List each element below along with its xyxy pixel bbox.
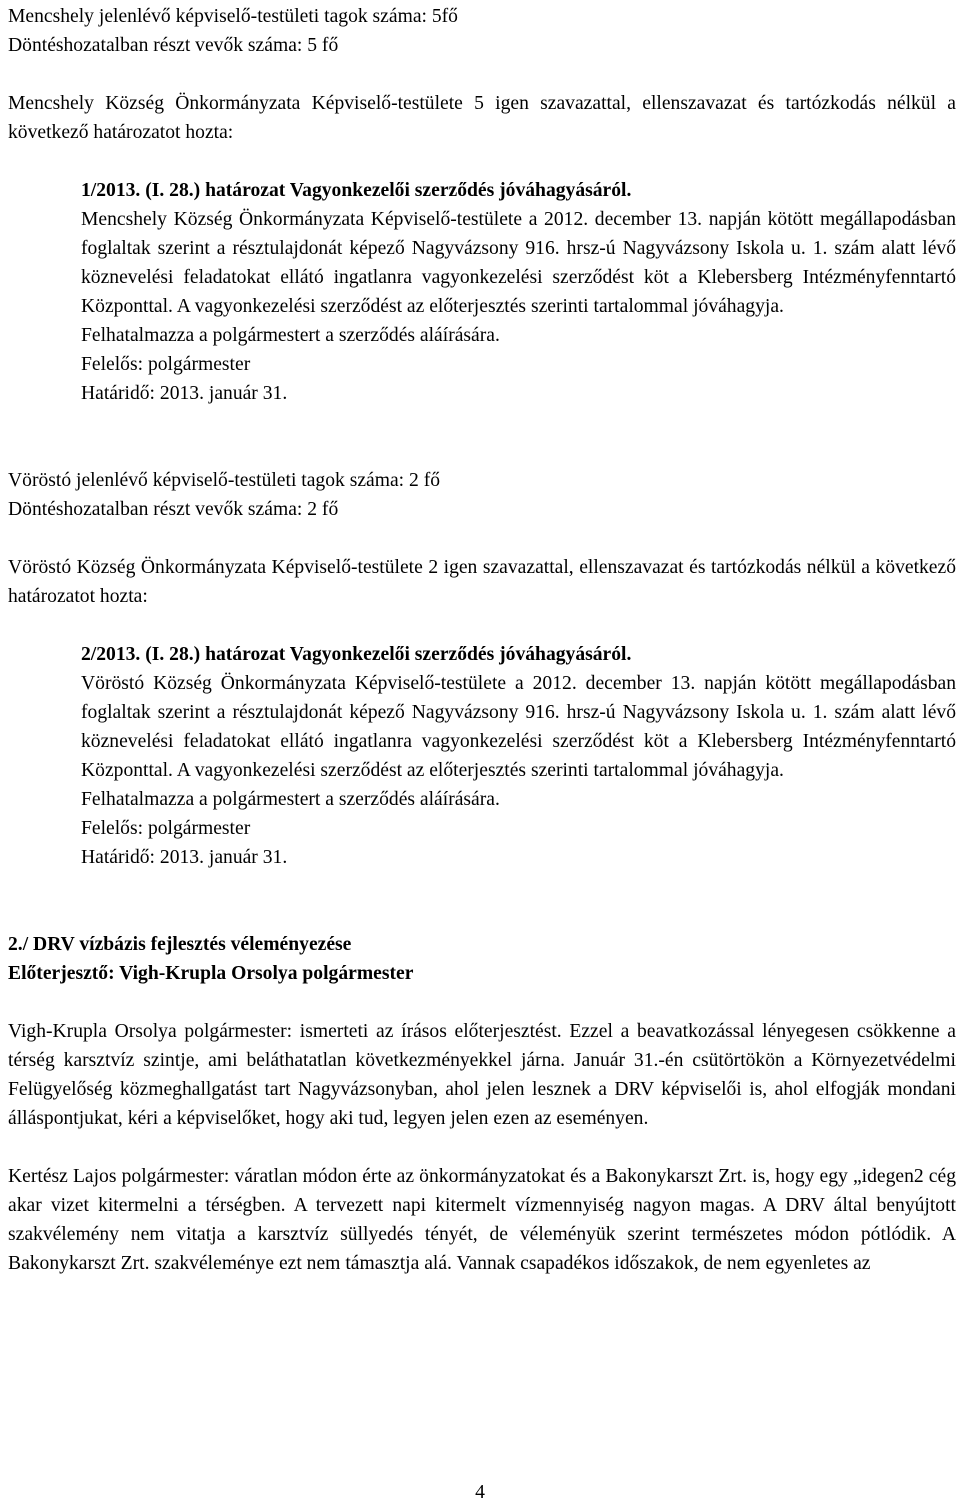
present-members-count: Vöröstó jelenlévő képviselő-testületi tagok száma: 2 fő: [8, 470, 441, 491]
resolution-deadline: Határidő: 2013. január 31.: [81, 383, 288, 404]
resolution-responsible: Felelős: polgármester: [81, 354, 251, 375]
agenda-item-heading: 2./ DRV vízbázis fejlesztés véleményezése: [8, 934, 352, 955]
resolution-deadline: Határidő: 2013. január 31.: [81, 847, 288, 868]
resolution-title: 2/2013. (I. 28.) határozat Vagyonkezelői szerződés jóváhagyásáról.: [81, 644, 632, 665]
resolution-authorization: Felhatalmazza a polgármestert a szerződés aláírására.: [81, 789, 500, 810]
agenda-item-presenter: Előterjesztő: Vigh-Krupla Orsolya polgármester: [8, 963, 414, 984]
voting-members-count: Döntéshozatalban részt vevők száma: 5 fő: [8, 35, 339, 56]
speaker-paragraph: Kertész Lajos polgármester: váratlan módon érte az önkormányzatokat és a Bakonykarszt Zrt. is, hogy egy „idegen2 cég akar vizet kitermelni a térségben. A tervezett napi kitermelt vízmennyiség nagyon magas. A DRV által benyújtott szakvélemény nem vitatja a karsztvíz süllyedés tényét, de véleményük szerint természetes módon pótlódik. A Bakonykarszt Zrt. szakvéleménye ezt nem támasztja alá. Vannak csapadékos időszakok, de nem egyenletes az: [8, 1166, 956, 1274]
resolution-responsible: Felelős: polgármester: [81, 818, 251, 839]
vote-statement: Mencshely Község Önkormányzata Képviselő-testülete 5 igen szavazattal, ellenszavazat és tartózkodás nélkül a következő határozatot hozta:: [8, 93, 956, 143]
speaker-paragraph: Vigh-Krupla Orsolya polgármester: ismerteti az írásos előterjesztést. Ezzel a beavatkozással lényegesen csökkenne a térség karsztvíz szintje, ami beláthatatlan következményekkel járna. Január 31.-én csütörtökön a Környezetvédelmi Felügyelőség közmeghallgatást tart Nagyvázsonyban, ahol jelen lesznek a DRV képviselői is, ahol elfogják mondani álláspontjukat, kéri a képviselőket, hogy aki tud, legyen jelen ezen az eseményen.: [8, 1021, 956, 1129]
resolution: [8, 640, 956, 872]
voting-members-count: Döntéshozatalban részt vevők száma: 2 fő: [8, 499, 339, 520]
present-members-count: Mencshely jelenlévő képviselő-testületi tagok száma: 5fő: [8, 6, 458, 27]
document-page: [8, 2, 956, 1278]
resolution-body: Vöröstó Község Önkormányzata Képviselő-testülete a 2012. december 13. napján kötött megállapodásban foglaltak szerint a résztulajdonát képező Nagyvázsony 916. hrsz-ú Nagyvázsony Iskola u. 1. szám alatt lévő köznevelési feladatokat ellátó ingatlanra vagyonkezelési szerződést köt a Klebersberg Intézményfenntartó Központtal. A vagyonkezelési szerződést az előterjesztés szerinti tartalommal jóváhagyja.: [81, 673, 956, 781]
resolution: [8, 176, 956, 408]
resolution-authorization: Felhatalmazza a polgármestert a szerződés aláírására.: [81, 325, 500, 346]
page-number: 4: [475, 1482, 485, 1503]
vote-statement: Vöröstó Község Önkormányzata Képviselő-testülete 2 igen szavazattal, ellenszavazat és tartózkodás nélkül a következő határozatot hozta:: [8, 557, 956, 607]
resolution-title: 1/2013. (I. 28.) határozat Vagyonkezelői szerződés jóváhagyásáról.: [81, 180, 632, 201]
resolution-body: Mencshely Község Önkormányzata Képviselő-testülete a 2012. december 13. napján kötött megállapodásban foglaltak szerint a résztulajdonát képező Nagyvázsony 916. hrsz-ú Nagyvázsony Iskola u. 1. szám alatt lévő köznevelési feladatokat ellátó ingatlanra vagyonkezelési szerződést köt a Klebersberg Intézményfenntartó Központtal. A vagyonkezelési szerződést az előterjesztés szerinti tartalommal jóváhagyja.: [81, 209, 956, 317]
